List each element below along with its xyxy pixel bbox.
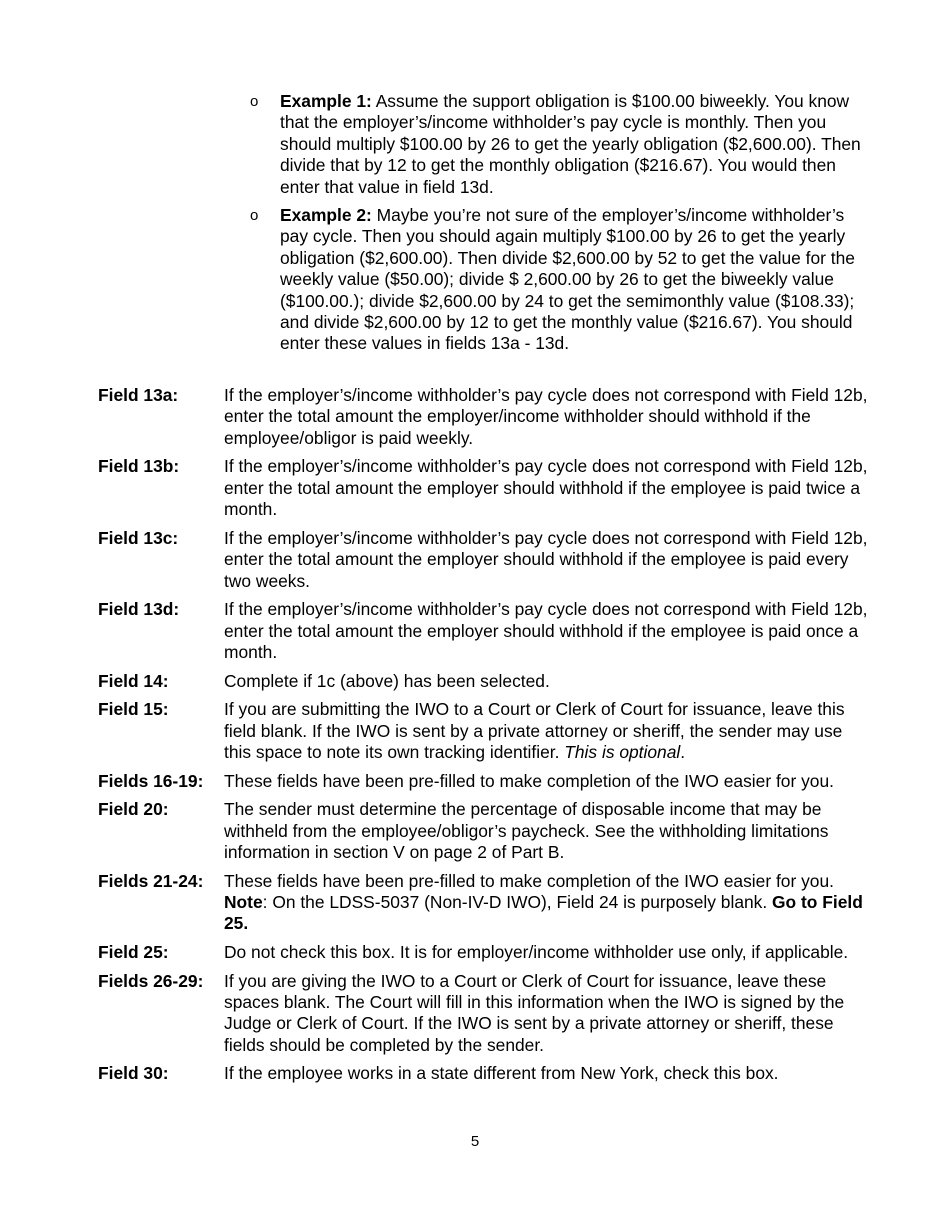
field-description: If the employer’s/income withholder’s pay cycle does not correspond with Field 12b, enter the total amount the employer should withhold if the employee is paid once a month. (224, 599, 868, 663)
field-13a (98, 385, 868, 449)
fields-16-19 (98, 771, 868, 792)
example-list (250, 91, 870, 355)
fields-21-24 (98, 871, 868, 935)
field-description-end: . (680, 742, 686, 763)
field-25 (98, 942, 868, 963)
field-14 (98, 671, 868, 692)
bullet-marker: o (250, 93, 259, 110)
field-15 (98, 699, 868, 763)
field-label: Field 13d: (98, 599, 180, 620)
field-label: Fields 21-24: (98, 870, 204, 891)
field-description: If you are giving the IWO to a Court or Clerk of Court for issuance, leave these spaces blank. The Court will fill in this information when the IWO is signed by the Judge or Clerk of Court. If the IWO is sent by a private attorney or sheriff, these fields should be completed by the sender. (224, 970, 845, 1055)
example-1 (250, 91, 870, 198)
field-label: Field 13b: (98, 456, 180, 477)
field-label: Fields 16-19: (98, 770, 204, 791)
field-label: Fields 26-29: (98, 970, 204, 991)
go-to-field-25: Go to Field 25. (224, 892, 863, 934)
field-30 (98, 1063, 868, 1084)
field-13c (98, 528, 868, 592)
example-label: Example 2: (280, 205, 372, 226)
field-description: The sender must determine the percentage of disposable income that may be withheld from the employee/obligor’s paycheck. See the withholding limitations information in section V on page 2 of Part B. (224, 799, 829, 863)
note-text: : On the LDSS-5037 (Non-IV-D IWO), Field 24 is purposely blank. (262, 892, 773, 913)
field-description-text: These fields have been pre-filled to make completion of the IWO easier for you. (224, 870, 834, 891)
field-description: Complete if 1c (above) has been selected. (224, 670, 550, 691)
field-label: Field 15: (98, 699, 169, 720)
field-label: Field 20: (98, 799, 169, 820)
field-description: These fields have been pre-filled to make completion of the IWO easier for you. (224, 770, 834, 791)
field-description: If the employer’s/income withholder’s pay cycle does not correspond with Field 12b, enter the total amount the employer should withhold if the employee is paid twice a month. (224, 456, 868, 520)
field-13b (98, 456, 868, 520)
field-label: Field 25: (98, 942, 169, 963)
field-description: If the employer’s/income withholder’s pay cycle does not correspond with Field 12b, enter the total amount the employer should withhold if the employee is paid every two weeks. (224, 527, 868, 591)
field-instructions (98, 385, 868, 1085)
field-description (224, 699, 868, 763)
field-label: Field 30: (98, 1063, 169, 1084)
field-description: Do not check this box. It is for employer/income withholder use only, if applicable. (224, 942, 849, 963)
field-13d (98, 599, 868, 663)
field-20 (98, 799, 868, 863)
field-description: If the employee works in a state different from New York, check this box. (224, 1063, 779, 1084)
field-description-text: If you are submitting the IWO to a Court or Clerk of Court for issuance, leave this field blank. If the IWO is sent by a private attorney or sheriff, the sender may use this space to note its own tracking identifier. (224, 699, 845, 763)
example-text: Maybe you’re not sure of the employer’s/income withholder’s pay cycle. Then you should again multiply $100.00 by 26 to get the yearly obligation ($2,600.00). Then divide $2,600.00 by 52 to get the value for the weekly value ($50.00); divide $ 2,600.00 by 26 to get the biweekly value ($100.00.); divide $2,600.00 by 24 to get the semimonthly value ($108.33); and divide $2,600.00 by 12 to get the monthly value ($216.67). You should enter these values in fields 13a - 13d. (280, 205, 855, 354)
page-number: 5 (470, 1133, 480, 1150)
field-label: Field 13a: (98, 385, 179, 405)
field-description (224, 871, 868, 935)
example-label: Example 1: (280, 91, 372, 111)
bullet-marker: o (250, 207, 259, 225)
field-label: Field 14: (98, 670, 169, 691)
field-description: If the employer’s/income withholder’s pay cycle does not correspond with Field 12b, enter the total amount the employer/income withholder should withhold if the employee/obligor is paid weekly. (224, 385, 868, 448)
note-label: Note (224, 892, 263, 913)
field-label: Field 13c: (98, 527, 179, 548)
example-2 (250, 205, 870, 355)
fields-26-29 (98, 971, 868, 1057)
example-text: Assume the support obligation is $100.00 biweekly. You know that the employer’s/income withholder’s pay cycle is monthly. Then you should multiply $100.00 by 26 to get the yearly obligation ($2,600.00). Then divide that by 12 to get the monthly obligation ($216.67). You would then enter that value in field 13d. (280, 91, 861, 197)
optional-note: This is optional (564, 742, 681, 763)
